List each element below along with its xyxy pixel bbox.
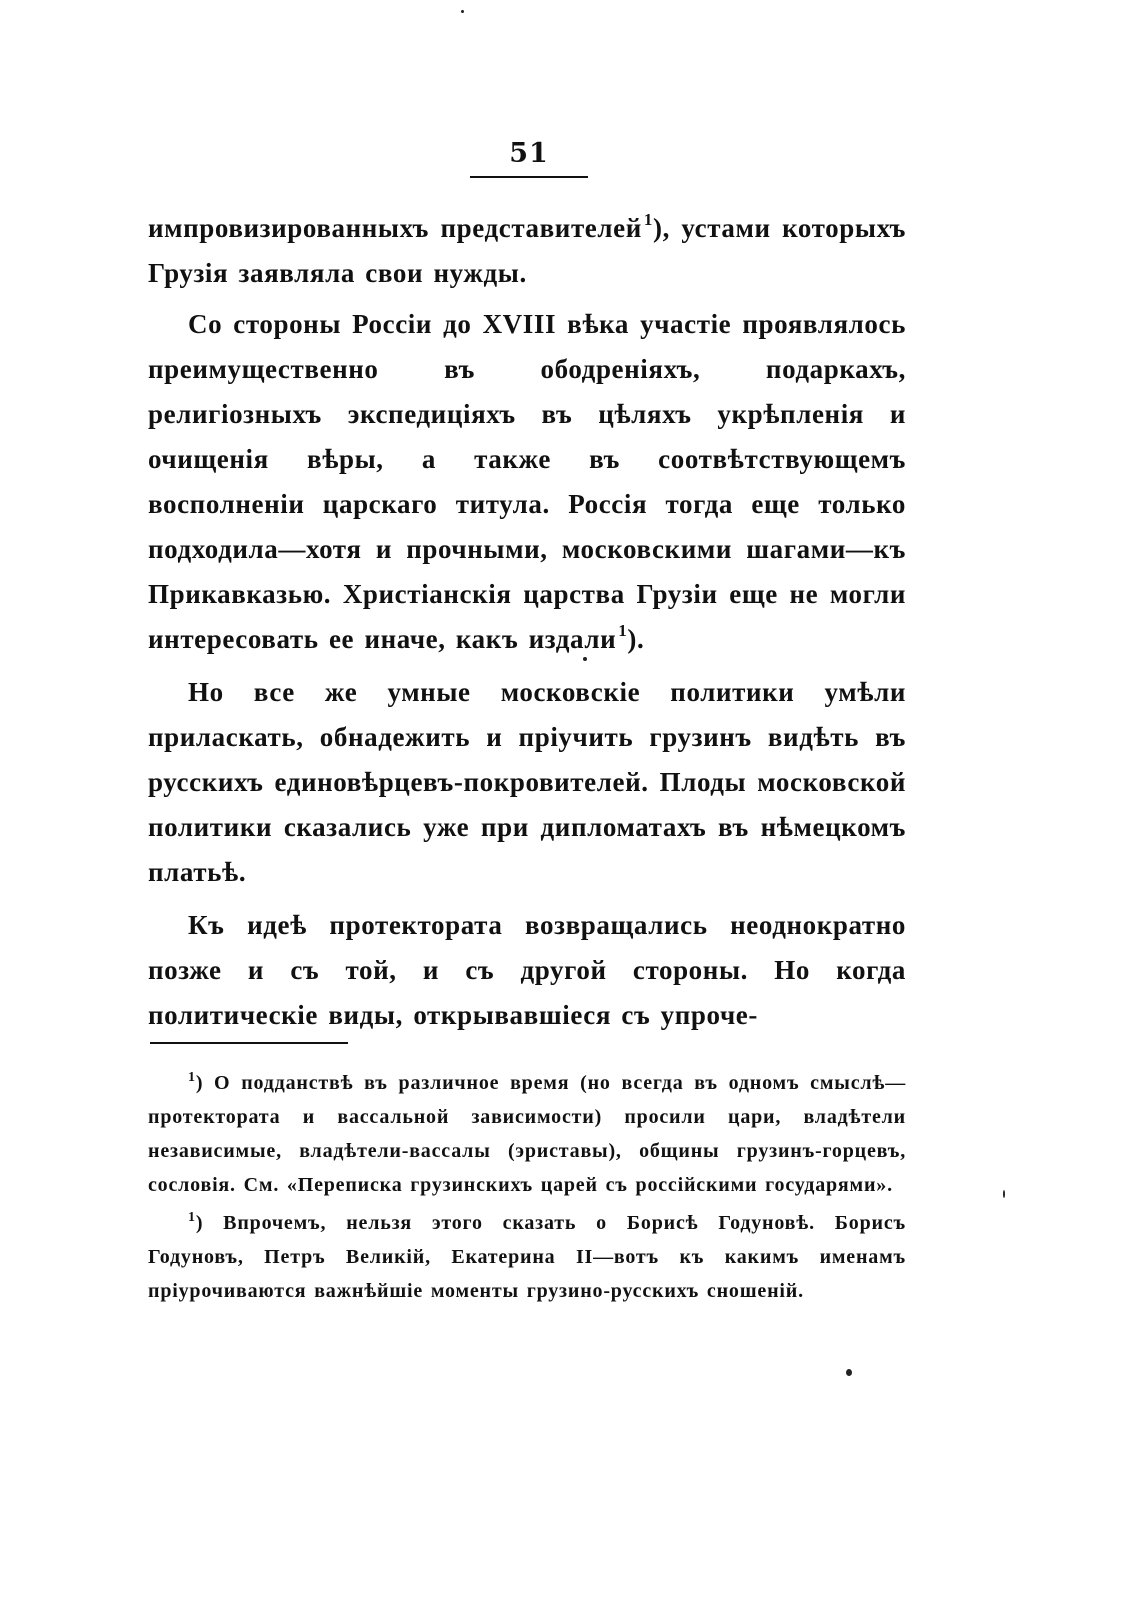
print-speck — [583, 657, 587, 661]
print-speck — [461, 10, 464, 13]
paragraph-2-text-end: ). — [627, 624, 645, 654]
footnote-ref-2: 1 — [618, 621, 628, 640]
footnote-2-text: ) Впрочемъ, нельзя этого сказать о Борисѣ Годуновѣ. Борисъ Годуновъ, Петръ Великій, Екатерина II—вотъ къ какимъ именамъ пріурочиваются важнѣйшіе моменты грузино-русскихъ сношеній. — [148, 1212, 906, 1302]
paragraph-1 — [148, 206, 906, 296]
main-text — [148, 206, 906, 1046]
paragraph-4: Къ идеѣ протектората возвращались неоднократно позже и съ той, и съ другой стороны. Но когда политическіе виды, открывавшіеся съ упроче- — [148, 910, 906, 1030]
header-rule — [470, 176, 588, 178]
footnote-ref-1: 1 — [643, 210, 653, 229]
footnote-1 — [148, 1066, 906, 1202]
footnote-2 — [148, 1206, 906, 1308]
print-speck — [1003, 1190, 1005, 1198]
footnotes — [148, 1066, 906, 1312]
print-speck — [846, 1369, 852, 1376]
paragraph-2-text: Со стороны Россіи до XVIII вѣка участіе проявлялось преимущественно въ ободреніяхъ, подаркахъ, религіозныхъ экспедиціяхъ въ цѣляхъ укрѣпленія и очищенія вѣры, а также въ соотвѣтствующемъ восполненіи царскаго титула. Россія тогда еще только подходила—хотя и прочными, московскими шагами—къ Прикавказью. Христіанскія царства Грузіи еще не могли интересовать ее иначе, какъ издали — [148, 309, 906, 654]
paragraph-1-text: импровизированныхъ представителей — [148, 213, 642, 243]
footnote-1-marker: 1 — [188, 1070, 196, 1085]
footnote-separator — [150, 1042, 348, 1044]
paragraph-1-text-end: ), устами которыхъ Грузія заявляла свои нужды. — [148, 213, 906, 288]
footnote-2-marker: 1 — [188, 1210, 196, 1225]
paragraph-2 — [148, 302, 906, 662]
footnote-1-text: ) О подданствѣ въ различное время (но всегда въ одномъ смыслѣ—протектората и вассальной зависимости) просили цари, владѣтели независимые, владѣтели-вассалы (эриставы), общины грузинъ-горцевъ, сословія. См. «Переписка грузинскихъ царей съ россійскими государями». — [148, 1072, 906, 1196]
paragraph-3: Но все же умные московскіе политики умѣли приласкать, обнадежить и пріучить грузинъ видѣть въ русскихъ единовѣрцевъ-покровителей. Плоды московской политики сказались уже при дипломатахъ въ нѣмецкомъ платьѣ. — [148, 677, 906, 887]
page-number: 51 — [509, 138, 549, 169]
